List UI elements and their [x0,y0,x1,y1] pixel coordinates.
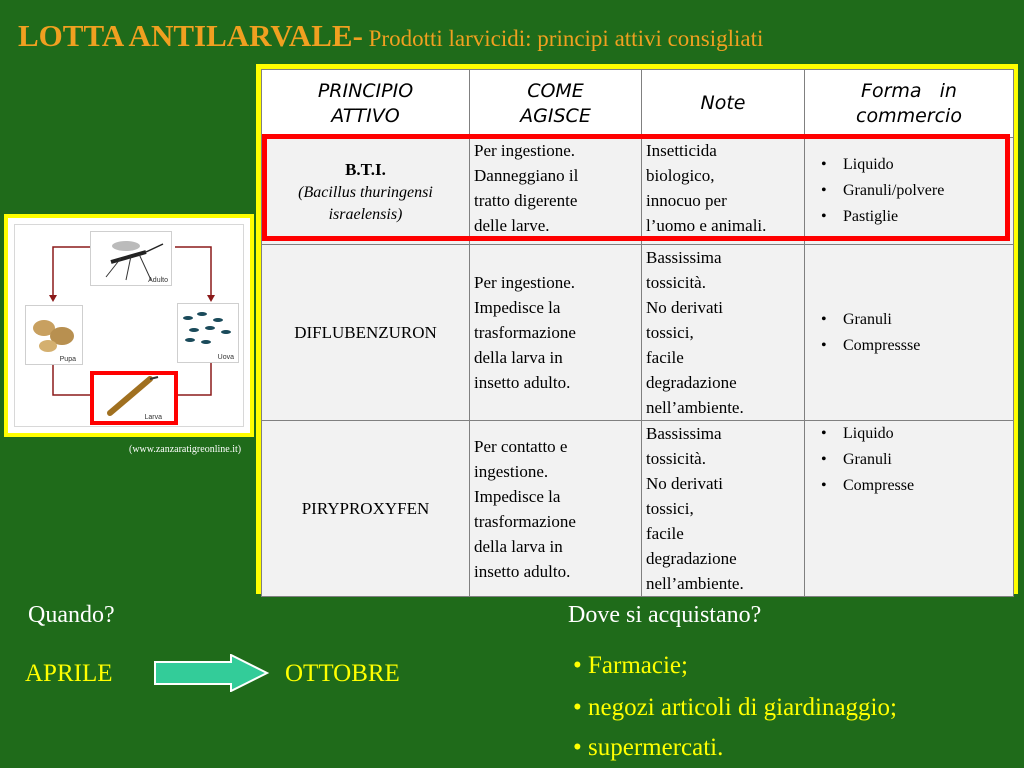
header-come-agisce: COME AGISCE [470,70,642,138]
header-principio-attivo: PRINCIPIO ATTIVO [262,70,470,138]
image-source-credit: (www.zanzaratigreonline.it) [129,444,242,455]
cell-forms: • Liquido • Granuli/polvere • Pastiglie [805,138,1014,245]
row-name: DIFLUBENZURON [294,323,437,342]
adult-mosquito-image [90,231,172,286]
cell-notes: Insetticida biologico, innocuo per l’uomo e animali. [642,138,805,245]
where-question: Dove si acquistano? [568,602,762,628]
cell-forms: • Granuli • Compressse [805,245,1014,421]
when-to: OTTOBRE [285,660,400,687]
table-row [262,421,1014,597]
cell-action: Per ingestione. Impedisce la trasformazione della larva in insetto adulto. [470,245,642,421]
when-from: APRILE [25,660,113,687]
cell-principio [262,245,470,421]
cell-principio [262,421,470,597]
pupa-label: Pupa [59,356,76,363]
pupa-image [25,305,83,365]
cell-principio [262,138,470,245]
mosquito-lifecycle-figure [4,214,254,437]
cell-action: Per contatto e ingestione. Impedisce la trasformazione della larva in insetto adulto. [470,421,642,597]
larvicide-table [256,64,1018,594]
right-arrow-icon [153,654,271,692]
row-name: B.T.I. [345,159,386,179]
table-row [262,138,1014,245]
lifecycle-frame [14,224,244,427]
cell-notes: Bassissima tossicità. No derivati tossici, facile degradazione nell’ambiente. [642,421,805,597]
title-main: LOTTA ANTILARVALE- [18,18,363,53]
larva-image [90,371,178,425]
cell-action: Per ingestione. Danneggiano il tratto digerente delle larve. [470,138,642,245]
adult-label: Adulto [148,277,168,284]
eggs-image [177,303,239,363]
cell-notes: Bassissima tossicità. No derivati tossici, facile degradazione nell’ambiente. [642,245,805,421]
where-item-farmacie: • Farmacie; [573,652,688,679]
when-question: Quando? [28,602,115,628]
header-note: Note [642,70,805,138]
header-forma-commercio: Forma in commercio [805,70,1014,138]
slide-title [18,18,763,54]
table-row [262,245,1014,421]
where-item-supermercati: • supermercati. [573,734,724,761]
row-name: PIRYPROXYFEN [301,499,430,518]
cell-forms: • Liquido • Granuli • Compresse [805,421,1014,597]
table-header-row [262,70,1014,138]
title-sub: Prodotti larvicidi: principi attivi consigliati [362,26,764,51]
where-item-giardinaggio: • negozi articoli di giardinaggio; [573,694,897,721]
row-scientific-name: (Bacillus thuringensi israelensis) [298,183,433,223]
larva-label: Larva [144,414,162,421]
eggs-label: Uova [217,354,234,361]
